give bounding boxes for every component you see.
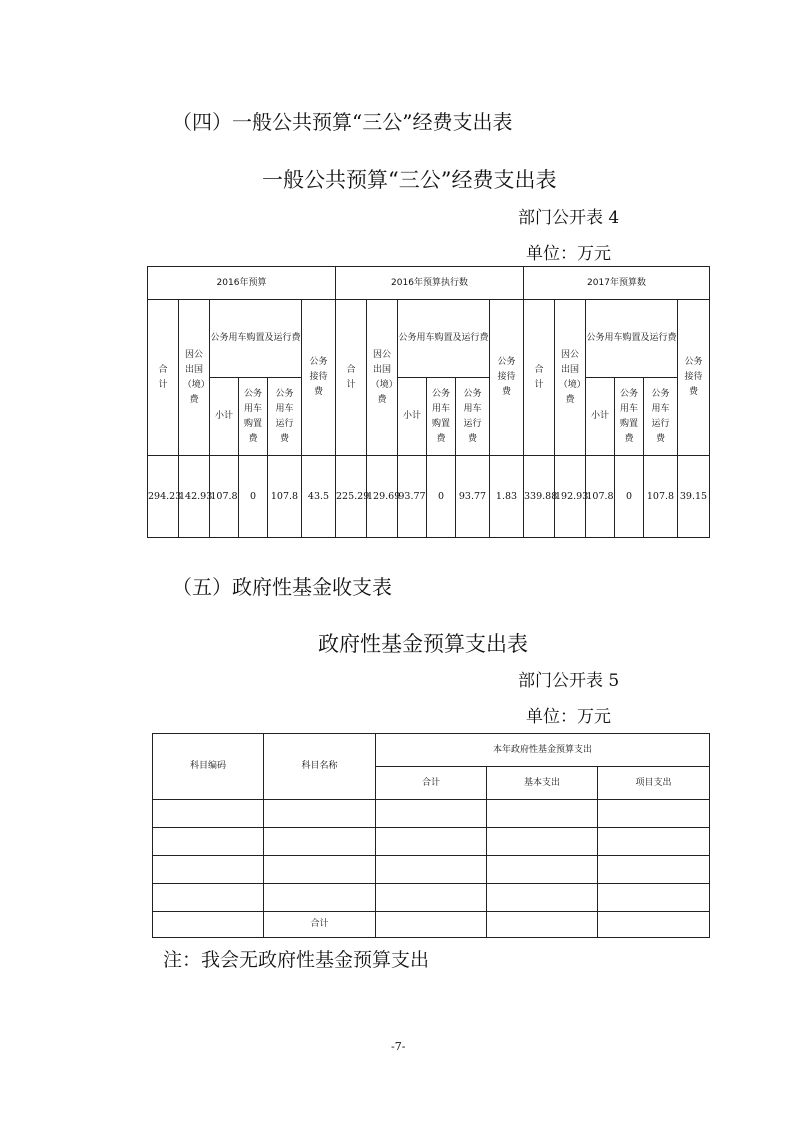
table-4-unit: 单位：万元: [526, 244, 611, 264]
col-header-purchase: 公务用车购置费: [427, 378, 456, 456]
table-5-unit: 单位：万元: [526, 707, 611, 727]
value-cell: 0: [615, 456, 644, 538]
value-cell: 93.77: [456, 456, 490, 538]
value-cell: 0: [427, 456, 456, 538]
col-header-total: 合计: [376, 767, 487, 800]
value-cell: 107.8: [644, 456, 678, 538]
table-row: [153, 856, 710, 884]
col-header-code: 科目编码: [153, 734, 264, 800]
col-header-running: 公务用车运行费: [456, 378, 490, 456]
col-header-abroad: 因公出国（境）费: [179, 300, 210, 456]
value-cell: 39.15: [678, 456, 710, 538]
col-header-basic: 基本支出: [487, 767, 598, 800]
value-cell: 107.8: [268, 456, 302, 538]
group-header-row: [148, 267, 710, 300]
value-cell: 129.69: [367, 456, 398, 538]
col-header-total: 合计: [524, 300, 555, 456]
col-header-abroad: 因公出国（境）费: [367, 300, 398, 456]
col-header-abroad: 因公出国（境）费: [555, 300, 586, 456]
col-header-project: 项目支出: [598, 767, 710, 800]
value-cell: 142.93: [179, 456, 210, 538]
col-header-running: 公务用车运行费: [644, 378, 678, 456]
col-header-vehicle: 公务用车购置及运行费: [398, 300, 490, 378]
col-header-purchase: 公务用车购置费: [239, 378, 268, 456]
value-cell: 225.29: [336, 456, 367, 538]
value-cell: 339.88: [524, 456, 555, 538]
data-row: [148, 456, 710, 538]
col-header-subtotal: 小计: [586, 378, 615, 456]
table-row: [153, 800, 710, 828]
col-header-reception: 公务接待费: [678, 300, 710, 456]
value-cell: 43.5: [302, 456, 336, 538]
col-header-total: 合计: [336, 300, 367, 456]
note-text: 注：我会无政府性基金预算支出: [163, 949, 430, 971]
table-5-number: 部门公开表 5: [518, 671, 620, 691]
gov-fund-table: [152, 733, 710, 938]
col-header-name: 科目名称: [264, 734, 376, 800]
col-header-vehicle: 公务用车购置及运行费: [210, 300, 302, 378]
col-header-reception: 公务接待费: [490, 300, 524, 456]
total-row: [153, 912, 710, 938]
header-row: [153, 734, 710, 767]
group-header: 2016年预算执行数: [336, 267, 524, 300]
table-4-title: 一般公共预算“三公”经费支出表: [262, 168, 557, 192]
table-4-number: 部门公开表 4: [518, 208, 620, 228]
col-header-subtotal: 小计: [398, 378, 427, 456]
table-5-title: 政府性基金预算支出表: [318, 632, 528, 656]
group-header: 2016年预算: [148, 267, 336, 300]
section-5-heading: （五）政府性基金收支表: [172, 575, 392, 599]
col-header-running: 公务用车运行费: [268, 378, 302, 456]
three-expenses-table: [147, 266, 710, 538]
total-label: 合计: [264, 912, 376, 938]
col-header-vehicle: 公务用车购置及运行费: [586, 300, 678, 378]
table-row: [153, 828, 710, 856]
value-cell: 107.8: [586, 456, 615, 538]
sub-header-row: [148, 378, 710, 456]
column-header-row: [148, 300, 710, 378]
page-number: -7-: [391, 1040, 406, 1053]
col-header-group: 本年政府性基金预算支出: [376, 734, 710, 767]
value-cell: 1.83: [490, 456, 524, 538]
table-row: [153, 884, 710, 912]
col-header-purchase: 公务用车购置费: [615, 378, 644, 456]
group-header: 2017年预算数: [524, 267, 710, 300]
value-cell: 107.8: [210, 456, 239, 538]
value-cell: 192.93: [555, 456, 586, 538]
col-header-total: 合计: [148, 300, 179, 456]
value-cell: 93.77: [398, 456, 427, 538]
value-cell: 0: [239, 456, 268, 538]
section-4-heading: （四）一般公共预算“三公”经费支出表: [172, 110, 513, 134]
value-cell: 294.23: [148, 456, 179, 538]
col-header-subtotal: 小计: [210, 378, 239, 456]
col-header-reception: 公务接待费: [302, 300, 336, 456]
